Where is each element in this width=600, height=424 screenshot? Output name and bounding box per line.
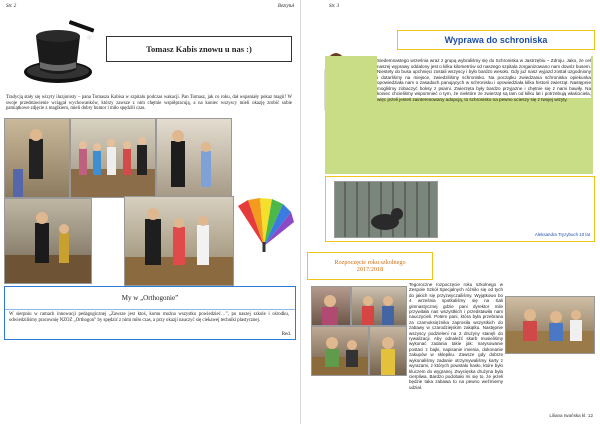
photo-audience <box>70 118 156 198</box>
school-year-title-box <box>307 252 433 280</box>
photo-shelter-dog <box>334 181 438 238</box>
orthogon-title: My w „Orthogonie” <box>121 294 179 302</box>
text-wrap-spacer <box>327 58 377 98</box>
right-page <box>300 0 600 424</box>
magic-hat-icon <box>18 16 98 86</box>
intro-text: Tradycją stały się wizyty iluzjonisty – pana Tomasza Kabisa w szpitalu podczas wakacji. Pan Tomasz, jak co roku, dał wspaniały pokaz magii! W swoje przedstawienie wciągał wychowanków, którzy zawsze z nim chętnie współpracują, a na koniec wszyscy mieli okazję zrobić sobie pamiątkowe zdjęcie z magikiem, mieli dobry humor i miło spędzili czas. <box>6 95 292 112</box>
shelter-article-body: Siedemnastego września wraz z grupą wybraliśmy się do Schroniska w Jastrzębiu – Zdroju. Jako, że cel naszej wyprawy oddalony jest o kilka kilometrów od naszego szpitala zorganizowano nam dowóz busem. Niestety do busa upchnięci zostali wszyscy i było bardzo wesoło. Gdy już nasz wyjazd został uzgodniony i dotarliśmy na miejsce, zwiedziliśmy schronisko. Na początku zwiedzania schroniska opiekunka opowiedziała nam o zasadach panujących w schronisku i opowiedziała kilka historii zwierząt. Następnie mogliśmy zobaczyć boksy z psami. Zwierzęta były bardzo przyjazne i chętnie się z nami bawiły. Na koniec chcieliśmy wspomnieć o tym, że niektóre ze zwierząt są tam od kilku lat i potrzebują właściciela, więc jeżeli jesteś zainteresowany adopcją, to schronisko na pewno ucieszy się z twojej wizyty. <box>377 58 591 102</box>
shelter-signature: Aleksandra Tryzybuch 10 lat <box>534 232 590 237</box>
photo-school-4 <box>369 326 407 376</box>
school-year-title-line1: Rozpoczęcie roku szkolnego <box>334 259 406 266</box>
shelter-article-text <box>327 58 591 102</box>
photo-school-2 <box>351 286 407 326</box>
shelter-title-box <box>397 30 595 50</box>
page-number-left: Str. 2 <box>6 4 17 9</box>
photo-magician-1 <box>4 118 70 198</box>
school-year-text: Tegoroczne rozpoczęcie roku szkolnego w Zespole Szkół Specjalnych różniło się od tych do jakich się przyzwyczailiśmy. Wyjątkowo bo 4 września spotkaliśmy się na Sali gimnastycznej gdzie pani dyrektor mile przywitała nas wszystkich i przedstawiła nam nauczycieli. Potem pani, która była przebrana za czarnoksiężnika zaprosiła wszystkich do zabawy w czarodziejskim zakątku. Następnie wszyscy podzieleni na 2 drużyny stanęli do rywalizacji. Aby odnaleźć skarb musieliśmy wykonać zadania takie jak: narysowanie postaci z bajki, napisanie imienia, dokonanie zakupów w sklepiku. Zawsze gdy dobrze wykonaliśmy zadanie otrzymywaliśmy karty z wyrazami, z których powstało hasło, które było kluczem do wygranej. Zwycięska drużyna była cierpliwa. Bardzo podobało mi się to, że jeżeli będzie taka zabawa to na pewno weźmiemy udział. <box>409 282 503 390</box>
header-right-label: Beztytuł <box>277 4 294 9</box>
footer-signature: Liliana Iwańska kl. 12 <box>549 413 593 418</box>
article-title-box <box>106 36 292 62</box>
orthogon-box <box>4 286 296 340</box>
shelter-photo-frame <box>325 176 595 242</box>
photo-school-1 <box>311 286 351 326</box>
school-year-title-line2: 2017/2018 <box>356 266 384 273</box>
photo-school-5 <box>505 296 595 354</box>
page-number-right: Str. 3 <box>329 4 340 9</box>
orthogon-signature: Red. <box>281 332 291 337</box>
photo-magician-2 <box>156 118 232 198</box>
photo-group <box>124 196 234 286</box>
photo-stage <box>4 198 92 284</box>
orthogon-text: W sierpniu w ramach innowacji pedagogicznej „Zawsze jest ktoś, komu można wszystko powiedzieć…”, po naszej szkole i ośrodku, odwiedziliśmy pracownię NZOZ „Orthogon” by spędzić z nimi miło czas, a przy okazji nauczyć się ciekawej techniki plastycznej. <box>9 312 289 323</box>
school-year-text-top <box>409 282 503 390</box>
shelter-title: Wyprawa do schroniska <box>444 35 548 45</box>
photo-school-3 <box>311 326 369 376</box>
article-title: Tomasz Kabis znowu u nas :) <box>146 44 252 54</box>
rainbow-fan-icon <box>234 196 294 254</box>
